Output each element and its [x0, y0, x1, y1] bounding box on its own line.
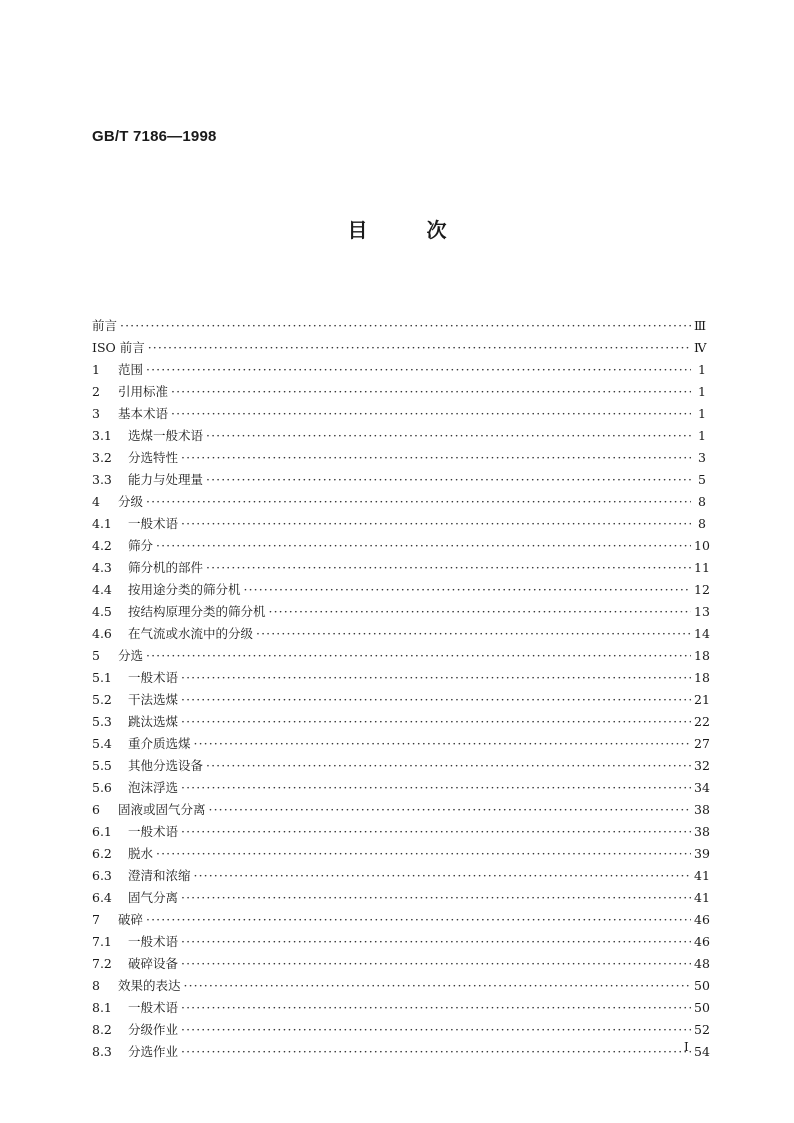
toc-entry-label: 干法选煤	[128, 692, 179, 707]
toc-entry-number: 3.2	[92, 450, 112, 465]
toc-entry-page: 8	[698, 516, 706, 531]
toc-entry[interactable]	[92, 664, 710, 686]
toc-entry-number: 5.5	[92, 758, 112, 773]
toc-dot-leader	[156, 538, 691, 554]
toc-dot-leader	[181, 934, 691, 950]
toc-dot-leader	[181, 824, 691, 840]
toc-dot-leader	[256, 626, 691, 642]
toc-entry[interactable]	[92, 972, 710, 994]
toc-entry-number: 6	[92, 802, 100, 817]
toc-entry-label: 按结构原理分类的筛分机	[128, 604, 266, 619]
toc-entry-label: 能力与处理量	[128, 472, 204, 487]
toc-entry-label: 按用途分类的筛分机	[128, 582, 241, 597]
toc-dot-leader	[181, 890, 691, 906]
toc-entry-page: 3	[698, 450, 706, 465]
toc-entry-page: 21	[694, 692, 710, 707]
toc-dot-leader	[146, 648, 691, 664]
toc-entry-number: 5.3	[92, 714, 112, 729]
toc-entry-number: 6.4	[92, 890, 112, 905]
toc-entry[interactable]	[92, 422, 706, 444]
toc-entry-label: 一般术语	[128, 824, 179, 839]
toc-entry-number: 5.2	[92, 692, 112, 707]
toc-entry[interactable]	[92, 642, 710, 664]
toc-entry[interactable]	[92, 994, 710, 1016]
toc-entry-number: 4.6	[92, 626, 112, 641]
toc-entry-page: 54	[694, 1044, 710, 1059]
toc-entry[interactable]	[92, 774, 710, 796]
toc-entry[interactable]	[92, 840, 710, 862]
toc-entry[interactable]	[92, 510, 706, 532]
toc-entry-page: 1	[698, 406, 706, 421]
toc-dot-leader	[206, 560, 691, 576]
toc-entry-page: 50	[694, 978, 710, 993]
toc-entry-page: 34	[694, 780, 710, 795]
toc-entry-number: 4.5	[92, 604, 112, 619]
toc-entry-label: 引用标准	[118, 384, 169, 399]
toc-entry-page: 41	[694, 868, 710, 883]
toc-dot-leader	[156, 846, 691, 862]
toc-dot-leader	[181, 780, 691, 796]
toc-entry[interactable]	[92, 818, 710, 840]
toc-entry-page: 12	[694, 582, 710, 597]
toc-dot-leader	[146, 912, 691, 928]
table-of-contents	[92, 312, 710, 1060]
toc-entry-label: 选煤一般术语	[128, 428, 204, 443]
toc-entry-page: 13	[694, 604, 710, 619]
toc-entry-number: 4	[92, 494, 100, 509]
toc-dot-leader	[181, 692, 691, 708]
toc-entry-label: 分选	[118, 648, 144, 663]
toc-dot-leader	[181, 670, 691, 686]
toc-entry-number: 7.1	[92, 934, 112, 949]
toc-entry-number: 7.2	[92, 956, 112, 971]
toc-entry-label: 其他分选设备	[128, 758, 204, 773]
toc-entry[interactable]	[92, 598, 710, 620]
toc-entry[interactable]	[92, 378, 706, 400]
toc-entry-page: 1	[698, 428, 706, 443]
toc-dot-leader	[146, 494, 691, 510]
toc-dot-leader	[181, 1022, 691, 1038]
toc-entry-number: 4.4	[92, 582, 112, 597]
page-number: I	[684, 1040, 689, 1054]
toc-entry-label: 分选特性	[128, 450, 179, 465]
toc-entry-label: 一般术语	[128, 670, 179, 685]
toc-dot-leader	[171, 406, 691, 422]
toc-entry-number: 7	[92, 912, 100, 927]
toc-entry-number: 4.3	[92, 560, 112, 575]
toc-entry[interactable]	[92, 1016, 710, 1038]
toc-entry-page: 27	[694, 736, 710, 751]
toc-dot-leader	[181, 1044, 691, 1060]
toc-entry-page: Ⅲ	[694, 318, 707, 333]
toc-entry-page: 48	[694, 956, 710, 971]
standard-code: GB/T 7186—1998	[92, 128, 217, 145]
toc-entry[interactable]	[92, 488, 706, 510]
toc-entry[interactable]	[92, 884, 710, 906]
toc-entry[interactable]	[92, 950, 710, 972]
toc-entry-label: 澄清和浓缩	[128, 868, 191, 883]
toc-entry-label: 分级	[118, 494, 144, 509]
toc-entry[interactable]	[92, 928, 710, 950]
toc-dot-leader	[206, 758, 691, 774]
toc-entry-number: 3	[92, 406, 100, 421]
toc-entry-label: 固液或固气分离	[118, 802, 206, 817]
toc-entry-page: 18	[694, 670, 710, 685]
toc-entry-label: 一般术语	[128, 934, 179, 949]
toc-entry[interactable]	[92, 752, 710, 774]
toc-entry-number: 2	[92, 384, 100, 399]
toc-entry[interactable]	[92, 532, 710, 554]
toc-entry[interactable]	[92, 554, 710, 576]
toc-entry-number: 8.2	[92, 1022, 112, 1037]
toc-entry[interactable]	[92, 1038, 710, 1060]
toc-entry[interactable]	[92, 862, 710, 884]
toc-entry-label: 效果的表达	[118, 978, 181, 993]
toc-entry-page: 38	[694, 802, 710, 817]
toc-entry-label: ISO 前言	[92, 340, 145, 355]
toc-entry[interactable]	[92, 334, 706, 356]
toc-entry-label: 筛分	[128, 538, 154, 553]
toc-entry-label: 跳汰选煤	[128, 714, 179, 729]
toc-entry[interactable]	[92, 400, 706, 422]
toc-dot-leader	[146, 362, 691, 378]
toc-entry-page: 32	[694, 758, 710, 773]
toc-entry-page: 52	[694, 1022, 710, 1037]
toc-entry-label: 泡沫浮选	[128, 780, 179, 795]
toc-entry-label: 破碎	[118, 912, 144, 927]
toc-entry-number: 6.2	[92, 846, 112, 861]
toc-entry-page: 46	[694, 934, 710, 949]
toc-entry-number: 5	[92, 648, 100, 663]
toc-entry-label: 分选作业	[128, 1044, 179, 1059]
toc-entry-page: 41	[694, 890, 710, 905]
toc-entry-page: 5	[698, 472, 706, 487]
toc-dot-leader	[171, 384, 691, 400]
toc-entry[interactable]	[92, 444, 706, 466]
toc-entry[interactable]	[92, 686, 710, 708]
toc-entry-page: 14	[694, 626, 710, 641]
toc-entry-number: 8	[92, 978, 100, 993]
toc-dot-leader	[206, 472, 691, 488]
toc-entry-number: 8.1	[92, 1000, 112, 1015]
toc-entry[interactable]	[92, 356, 706, 378]
toc-entry-number: 1	[92, 362, 100, 377]
toc-dot-leader	[181, 956, 691, 972]
toc-dot-leader	[181, 714, 691, 730]
toc-entry-page: 1	[698, 384, 706, 399]
toc-entry-page: 46	[694, 912, 710, 927]
toc-entry[interactable]	[92, 730, 710, 752]
toc-dot-leader	[244, 582, 691, 598]
toc-entry-number: 6.3	[92, 868, 112, 883]
toc-entry-page: 10	[694, 538, 710, 553]
toc-dot-leader	[269, 604, 691, 620]
toc-entry-label: 重介质选煤	[128, 736, 191, 751]
toc-dot-leader	[206, 428, 691, 444]
toc-entry[interactable]	[92, 620, 710, 642]
toc-dot-leader	[209, 802, 691, 818]
toc-entry-label: 范围	[118, 362, 144, 377]
toc-dot-leader	[194, 868, 691, 884]
toc-dot-leader	[194, 736, 691, 752]
toc-dot-leader	[120, 318, 691, 334]
toc-entry[interactable]	[92, 906, 710, 928]
toc-entry-label: 基本术语	[118, 406, 169, 421]
toc-entry[interactable]	[92, 312, 706, 334]
toc-entry-number: 4.2	[92, 538, 112, 553]
toc-entry-label: 筛分机的部件	[128, 560, 204, 575]
toc-entry-number: 5.1	[92, 670, 112, 685]
toc-entry-label: 一般术语	[128, 1000, 179, 1015]
toc-dot-leader	[184, 978, 691, 994]
toc-entry-label: 一般术语	[128, 516, 179, 531]
toc-entry-number: 3.3	[92, 472, 112, 487]
toc-entry-page: 50	[694, 1000, 710, 1015]
toc-entry-page: 39	[694, 846, 710, 861]
toc-entry[interactable]	[92, 708, 710, 730]
toc-entry-number: 4.1	[92, 516, 112, 531]
toc-dot-leader	[148, 340, 691, 356]
page-title: 目 次	[347, 218, 447, 242]
toc-entry-number: 8.3	[92, 1044, 112, 1059]
toc-dot-leader	[181, 450, 691, 466]
toc-entry-number: 5.4	[92, 736, 112, 751]
toc-entry-page: 22	[694, 714, 710, 729]
toc-entry-page: Ⅳ	[694, 340, 707, 355]
toc-entry-page: 18	[694, 648, 710, 663]
toc-entry-label: 分级作业	[128, 1022, 179, 1037]
toc-entry-label: 固气分离	[128, 890, 179, 905]
toc-entry-page: 1	[698, 362, 706, 377]
toc-entry-label: 在气流或水流中的分级	[128, 626, 254, 641]
toc-entry-page: 11	[694, 560, 710, 575]
toc-entry-page: 8	[698, 494, 706, 509]
toc-entry[interactable]	[92, 576, 710, 598]
toc-entry-number: 3.1	[92, 428, 112, 443]
toc-entry-page: 38	[694, 824, 710, 839]
toc-entry-label: 破碎设备	[128, 956, 179, 971]
toc-entry-number: 5.6	[92, 780, 112, 795]
toc-entry-label: 前言	[92, 318, 118, 333]
toc-entry[interactable]	[92, 466, 706, 488]
toc-dot-leader	[181, 516, 691, 532]
toc-entry[interactable]	[92, 796, 710, 818]
toc-dot-leader	[181, 1000, 691, 1016]
toc-entry-label: 脱水	[128, 846, 154, 861]
toc-entry-number: 6.1	[92, 824, 112, 839]
